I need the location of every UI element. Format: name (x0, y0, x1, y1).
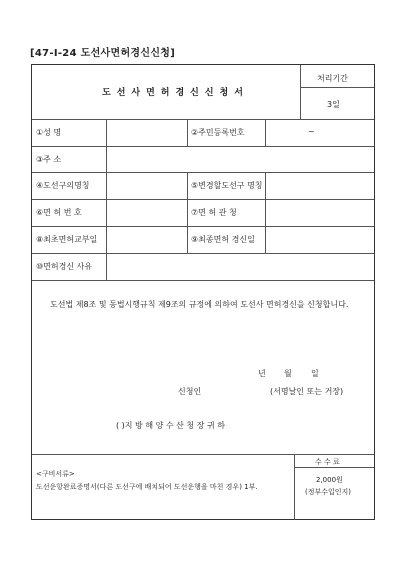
processing-value: 3일 (327, 100, 340, 109)
row-line (32, 146, 374, 147)
application-form (31, 64, 375, 520)
field-area-name: ④도선구의명칭 (36, 181, 90, 190)
row-line (32, 253, 374, 254)
row-line (32, 280, 374, 281)
attachments-header: <구비서류> (36, 470, 75, 478)
col-line (265, 172, 266, 253)
row-line (32, 226, 374, 227)
processing-divider (300, 65, 301, 119)
field-resident-no: ②주민등록번호 (191, 128, 245, 137)
field-license-office: ⑦면 허 관 청 (191, 208, 237, 217)
addressee: ( )지 방 해 양 수 산 청 장 귀 하 (116, 421, 225, 430)
processing-label: 처리기간 (317, 74, 348, 83)
resident-no-value: ~ (308, 127, 315, 136)
field-name: ①성 명 (36, 128, 62, 137)
row-line (32, 199, 374, 200)
date-month: 월 (284, 369, 292, 378)
field-reason: ⑩면허경신 사유 (36, 262, 93, 271)
row-line (32, 119, 374, 120)
statement-text: 도선법 제8조 및 동법시행규칙 제9조의 규정에 의하여 도선사 면허경신을 신청합니다. (50, 300, 349, 309)
document-code: [47-I-24 도선사면허경신신청] (30, 48, 176, 59)
field-changed-area: ⑤변경할도선구 명칭 (191, 181, 263, 190)
fee-label: 수 수 료 (315, 458, 340, 466)
row-line (32, 172, 374, 173)
applicant-label: 신청인 (178, 387, 202, 396)
field-address: ③주 소 (36, 155, 62, 164)
attachments-text: 도선운항완료증명서(다른 도선구에 배치되어 도선운행을 마친 경우) 1부. (36, 483, 258, 491)
fee-divider (294, 454, 295, 520)
applicant-sign: (서명날인 또는 거장) (270, 387, 344, 396)
date-year: 년 (258, 369, 266, 378)
fee-note: (정부수입인지) (305, 488, 352, 496)
date-day: 일 (311, 369, 319, 378)
processing-separator (300, 87, 374, 88)
field-last-renewal: ⑨최종면허 경신일 (191, 235, 255, 244)
field-first-issue: ⑧최초면허교부일 (36, 235, 98, 244)
col-line (187, 172, 188, 253)
fee-amount: 2,000원 (316, 476, 343, 484)
col-line (106, 119, 107, 280)
form-title: 도선사면허경신신청서 (102, 88, 249, 98)
fee-separator (294, 467, 374, 468)
col-line (265, 119, 266, 146)
col-line (187, 119, 188, 146)
row-line (32, 454, 374, 455)
field-license-no: ⑥면 허 번 호 (36, 208, 82, 217)
